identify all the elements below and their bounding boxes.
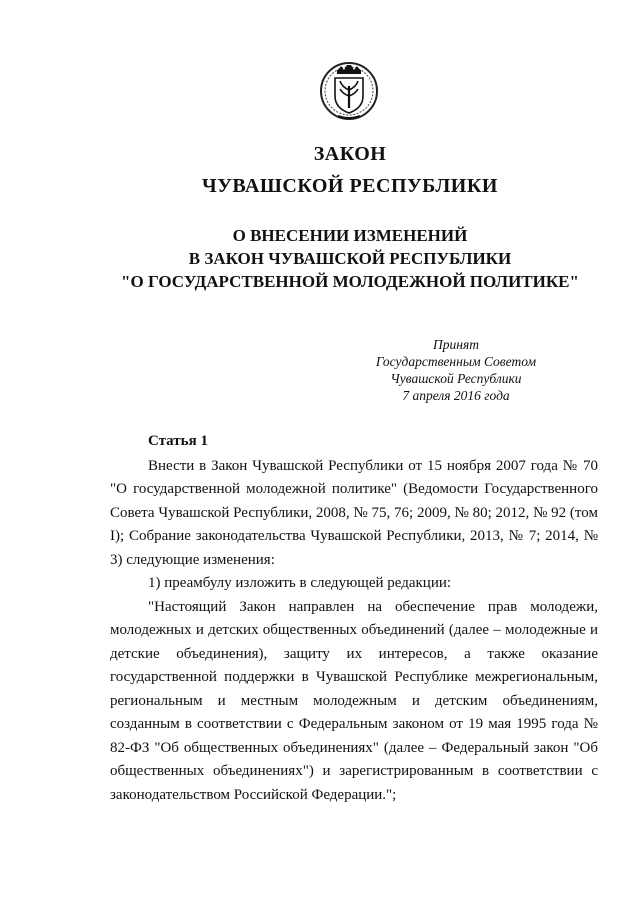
law-title: ЗАКОН xyxy=(313,143,387,165)
adoption-note xyxy=(346,336,566,404)
adoption-line-1: Принят xyxy=(433,337,479,352)
article-intro: Внести в Закон Чувашской Республики от 15 ноября 2007 года № 70 "О государственной молодежной политике" (Ведомости Государственного Совета Чувашской Республики, 2008, № 75, 76; 2009, № 80; 2012, № 92 (том I); Собрание законодательства Чувашской Республики, 2013, № 7; 2014, № 3) следующие изменения: xyxy=(110,457,598,568)
adoption-date: 7 апреля 2016 года xyxy=(402,388,510,403)
subject-line-2: В ЗАКОН ЧУВАШСКОЙ РЕСПУБЛИКИ xyxy=(188,249,512,268)
chuvash-republic-emblem-icon xyxy=(316,56,382,122)
preamble-quote: "Настоящий Закон направлен на обеспечение прав молодежи, молодежных и детских общественных объединений (далее – молодежные и детские объединения), защиту их интересов, а также оказание государственной поддержки в Чувашской Республике межрегиональным, региональным и местным молодежным и детским объединениям, созданным в соответствии с Федеральным законом от 19 мая 1995 года № 82-ФЗ "Об общественных объединениях" (далее – Федеральный закон "Об общественных объединениях") и зарегистрированным в соответствии с законодательством Российской Федерации."; xyxy=(110,598,598,803)
subject-line-3: "О ГОСУДАРСТВЕННОЙ МОЛОДЕЖНОЙ ПОЛИТИКЕ" xyxy=(121,272,579,291)
subject-line-1: О ВНЕСЕНИИ ИЗМЕНЕНИЙ xyxy=(232,226,468,245)
republic-title: ЧУВАШСКОЙ РЕСПУБЛИКИ xyxy=(202,175,498,197)
law-subject xyxy=(30,224,640,293)
document-body xyxy=(110,430,598,807)
adoption-line-3: Чувашской Республики xyxy=(390,371,522,386)
article-item-1: 1) преамбулу изложить в следующей редакции: xyxy=(148,575,452,591)
adoption-line-2: Государственным Советом xyxy=(375,354,537,369)
article-heading: Статья 1 xyxy=(148,433,208,449)
